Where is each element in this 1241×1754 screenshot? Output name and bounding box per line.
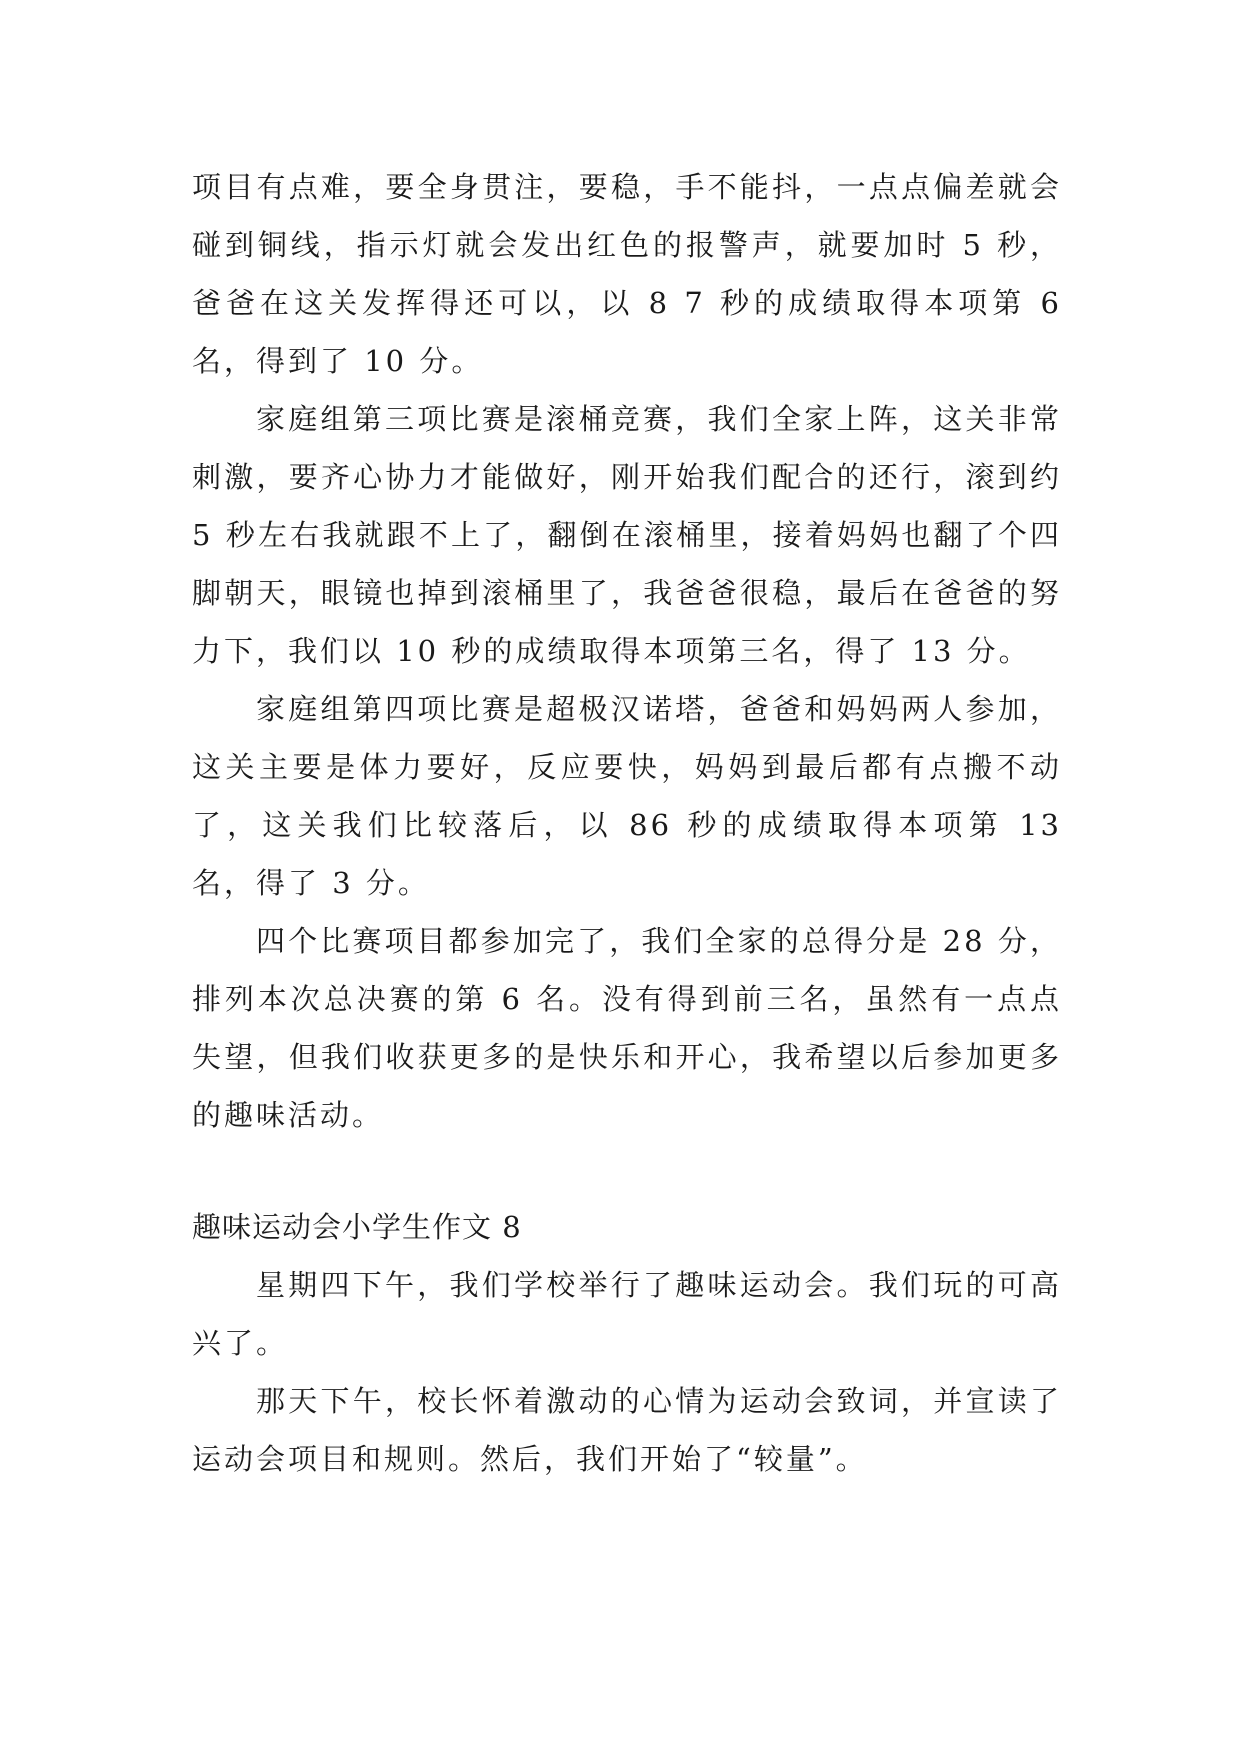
- paragraph: 四个比赛项目都参加完了，我们全家的总得分是 28 分，排列本次总决赛的第 6 名。没有得到前三名，虽然有一点点失望，但我们收获更多的是快乐和开心，我希望以后参加更多的趣味活动。: [192, 924, 1062, 1132]
- paragraph: 项目有点难，要全身贯注，要稳，手不能抖，一点点偏差就会碰到铜线，指示灯就会发出红色的报警声，就要加时 5 秒，爸爸在这关发挥得还可以，以 8 7 秒的成绩取得本项第 6 名，得到了 10 分。: [192, 170, 1062, 378]
- paragraph: 家庭组第四项比赛是超极汉诺塔，爸爸和妈妈两人参加，这关主要是体力要好，反应要快，妈妈到最后都有点搬不动了，这关我们比较落后，以 86 秒的成绩取得本项第 13 名，得了 3 分。: [192, 692, 1062, 900]
- paragraph: 那天下午，校长怀着激动的心情为运动会致词，并宣读了运动会项目和规则。然后，我们开始了“较量”。: [192, 1384, 1062, 1476]
- section-title: 趣味运动会小学生作文 8: [192, 1210, 522, 1244]
- paragraph: 星期四下午，我们学校举行了趣味运动会。我们玩的可高兴了。: [192, 1268, 1062, 1360]
- paragraph: 家庭组第三项比赛是滚桶竞赛，我们全家上阵，这关非常刺激，要齐心协力才能做好，刚开始我们配合的还行，滚到约 5 秒左右我就跟不上了，翻倒在滚桶里，接着妈妈也翻了个四脚朝天，眼镜也掉到滚桶里了，我爸爸很稳，最后在爸爸的努力下，我们以 10 秒的成绩取得本项第三名，得了 13 分。: [192, 402, 1062, 668]
- document-page: [192, 158, 1062, 1488]
